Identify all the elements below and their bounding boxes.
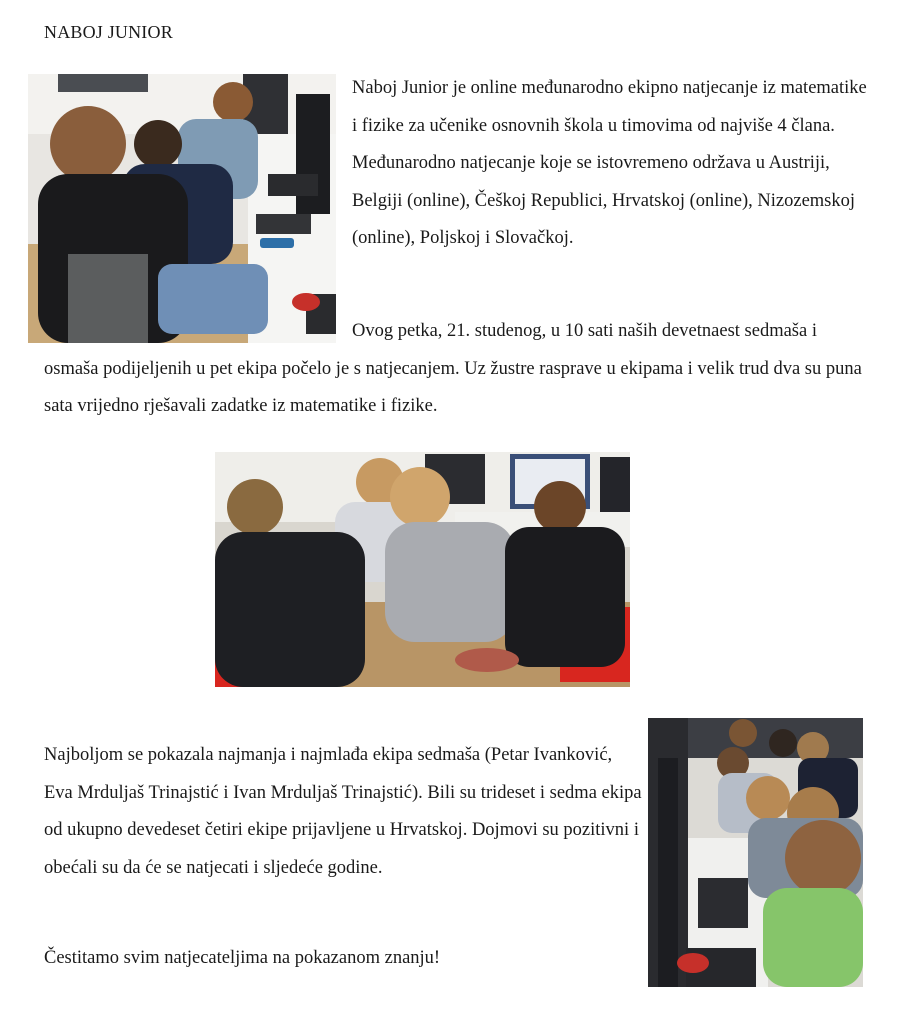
paragraph-event-text: Ovog petka, 21. studenog, u 10 sati naših devetnaest sedmaša i osmaša podijeljenih u pet ekipa počelo je s natjecanjem. Uz žustre rasprave u ekipama i velik trud dva su puna sata vrijedno rješavali zadatke iz matematike i fizike.: [44, 321, 862, 416]
paragraph-intro: Naboj Junior je online međunarodno ekipno natjecanje iz matematike i fizike za učenike osnovnih škola u timovima od najviše 4 člana. Međunarodno natjecanje koje se istovremeno održava u Austriji, Belgiji (online), Češkoj Republici, Hrvatskoj (online), Nizozemskoj (online), Poljskoj i Slovačkoj.: [352, 78, 867, 248]
paragraph-results: Najboljom se pokazala najmanja i najmlađa ekipa sedmaša (Petar Ivanković, Eva Mrduljaš Trinajstić i Ivan Mrduljaš Trinajstić). Bili su trideset i sedma ekipa od ukupno devedeset četiri ekipe prijavljene u Hrvatskoj. Dojmovi su pozitivni i obećali su da će se natjecati i sljedeće godine.: [44, 745, 642, 878]
photo-team-discussion: [215, 452, 630, 687]
paragraph-congrats: Čestitamo svim natjecateljima na pokazanom znanju!: [44, 948, 441, 968]
article-title: NABOJ JUNIOR: [44, 22, 173, 42]
photo-computer-room-row: [648, 718, 863, 987]
paragraph-event: [44, 313, 864, 426]
photo-students-at-computers: [28, 74, 336, 343]
